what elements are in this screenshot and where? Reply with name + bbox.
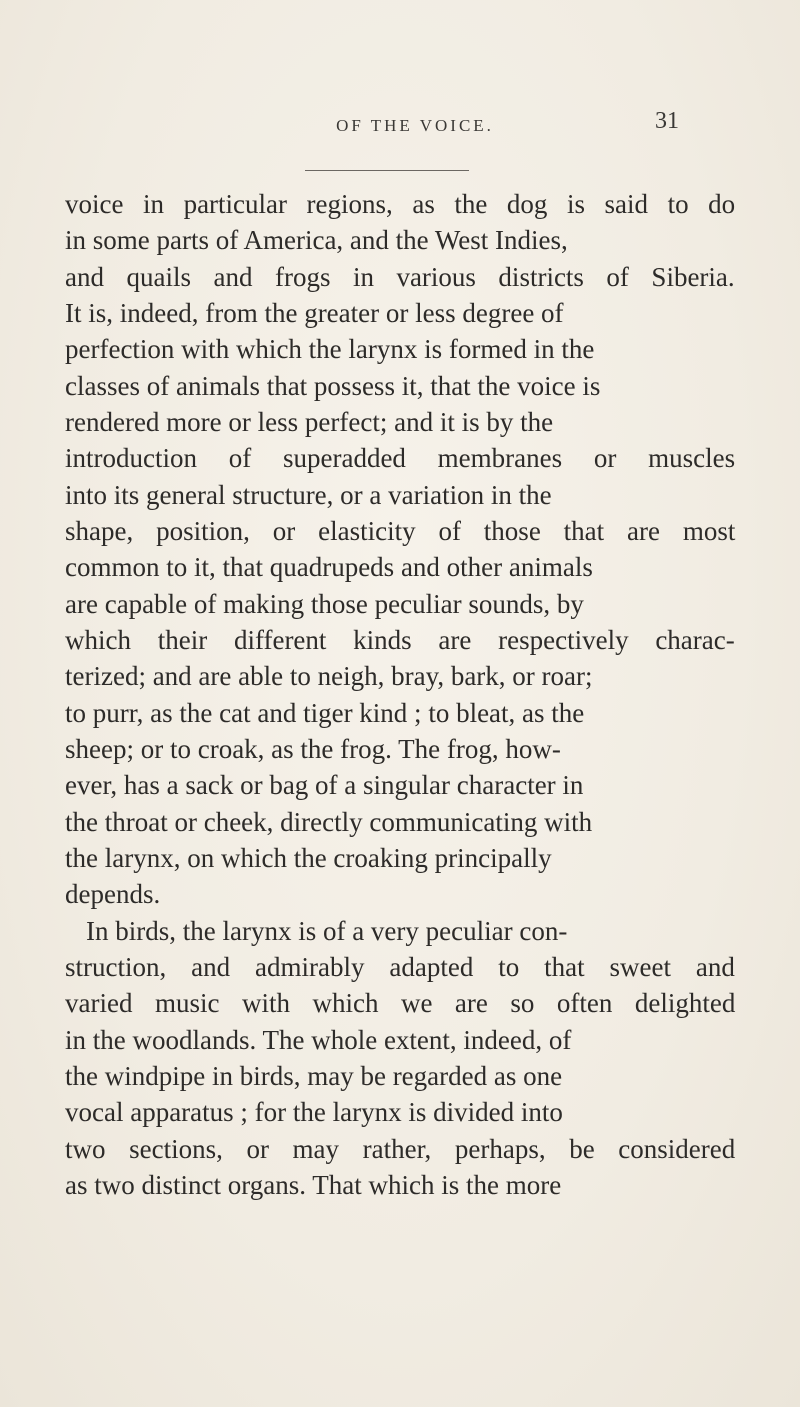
- text-line: It is, indeed, from the greater or less degree of: [65, 298, 564, 328]
- text-line: In birds, the larynx is of a very peculiar con-: [86, 916, 568, 946]
- text-line: in the woodlands. The whole extent, indeed, of: [65, 1025, 572, 1055]
- text-line: in some parts of America, and the West Indies,: [65, 225, 568, 255]
- text-line: into its general structure, or a variation in the: [65, 480, 552, 510]
- text-line: varied music with which we are so often delighted: [65, 988, 736, 1018]
- text-line: vocal apparatus ; for the larynx is divided into: [65, 1097, 563, 1127]
- text-line: which their different kinds are respectively charac-: [65, 625, 735, 655]
- text-line: as two distinct organs. That which is the more: [65, 1170, 562, 1200]
- text-line: ever, has a sack or bag of a singular character in: [65, 770, 584, 800]
- text-line: struction, and admirably adapted to that sweet and: [65, 952, 735, 982]
- text-line: classes of animals that possess it, that the voice is: [65, 371, 601, 401]
- text-line: the throat or cheek, directly communicating with: [65, 807, 593, 837]
- text-line: shape, position, or elasticity of those that are most: [65, 516, 736, 546]
- text-line: rendered more or less perfect; and it is by the: [65, 407, 554, 437]
- text-line: terized; and are able to neigh, bray, bark, or roar;: [65, 661, 593, 691]
- header-rule: [305, 170, 469, 171]
- text-line: introduction of superadded membranes or muscles: [65, 443, 736, 473]
- text-line: perfection with which the larynx is formed in the: [65, 334, 595, 364]
- text-line: the windpipe in birds, may be regarded as one: [65, 1061, 563, 1091]
- text-line: two sections, or may rather, perhaps, be considered: [65, 1134, 736, 1164]
- page-number: 31: [655, 108, 679, 134]
- text-line: depends.: [65, 879, 161, 909]
- running-title: OF THE VOICE.: [336, 116, 494, 135]
- text-line: sheep; or to croak, as the frog. The frog, how-: [65, 734, 561, 764]
- text-line: voice in particular regions, as the dog is said to do: [65, 189, 736, 219]
- running-head: [0, 116, 800, 136]
- text-line: are capable of making those peculiar sounds, by: [65, 589, 584, 619]
- text-line: to purr, as the cat and tiger kind ; to bleat, as the: [65, 698, 585, 728]
- text-line: common to it, that quadrupeds and other animals: [65, 552, 593, 582]
- text-line: the larynx, on which the croaking principally: [65, 843, 552, 873]
- text-line: and quails and frogs in various districts of Siberia.: [65, 262, 735, 292]
